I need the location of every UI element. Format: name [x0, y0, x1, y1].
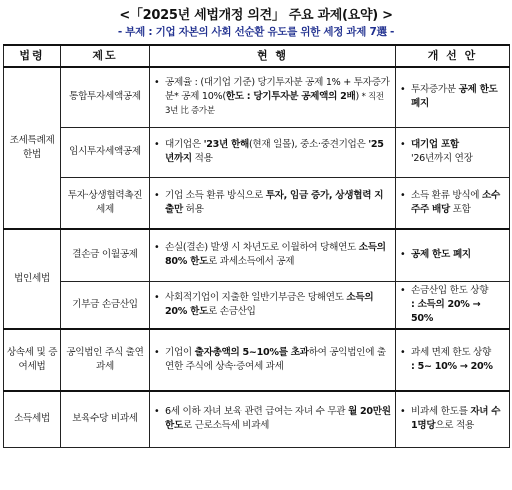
current-cell: • 공제율 : (대기업 기준) 당기투자분 공제 1% + 투자증가분* 공제 10%(한도 : 당기투자분 공제액의 2배) * 직전 3년 比 증가분 — [150, 67, 396, 127]
table-row — [4, 281, 510, 329]
header-law: 법령 — [4, 45, 61, 67]
header-system: 제도 — [61, 45, 150, 67]
header-improvement: 개 선 안 — [396, 45, 510, 67]
improvement-cell: • 공제 한도 폐지 — [396, 229, 510, 281]
improvement-cell: • 비과세 한도를 자녀 수 1명당으로 적용 — [396, 391, 510, 447]
law-cell: 소득세법 — [4, 391, 61, 447]
improvement-cell: • 손금산입 한도 상향 : 소득의 20% → 50% — [396, 281, 510, 329]
document-title: <「2025년 세법개정 의견」 주요 과제(요약) > — [119, 8, 393, 23]
system-cell: 기부금 손금산입 — [61, 281, 150, 329]
system-cell: 보육수당 비과세 — [61, 391, 150, 447]
improvement-cell: • 대기업 포함 '26년까지 연장 — [396, 127, 510, 177]
table-row — [4, 127, 510, 177]
system-cell: 통합투자세액공제 — [61, 67, 150, 127]
document-subtitle: - 부제 : 기업 자본의 사회 선순환 유도를 위한 세정 과제 7選 - — [117, 26, 395, 38]
improvement-cell: • 투자증가분 공제 한도 폐지 — [396, 67, 510, 127]
system-cell: 투자·상생협력촉진세제 — [61, 177, 150, 229]
table-row — [4, 177, 510, 229]
table-header-row — [4, 45, 510, 67]
current-cell: • 손실(결손) 발생 시 차년도로 이월하여 당해연도 소득의 80% 한도로 과세소득에서 공제 — [150, 229, 396, 281]
improvement-cell: • 소득 환류 방식에 소수 주주 배당 포함 — [396, 177, 510, 229]
bullet-mark: • — [400, 84, 406, 96]
bullet-mark: • — [154, 77, 160, 89]
improvement-cell: • 과세 면제 한도 상향 : 5~ 10% → 20% — [396, 329, 510, 391]
table-row — [4, 67, 510, 127]
system-cell: 결손금 이월공제 — [61, 229, 150, 281]
current-cell: • 6세 이하 자녀 보육 관련 급여는 자녀 수 무관 월 20만원 한도로 근로소득세 비과세 — [150, 391, 396, 447]
current-cell: • 대기업은 '23년 한해(현재 일몰), 중소·중견기업은 '25년까지 적용 — [150, 127, 396, 177]
current-cell: • 사회적기업이 지출한 일반기부금은 당해연도 소득의 20% 한도로 손금산입 — [150, 281, 396, 329]
table-row — [4, 391, 510, 447]
law-cell: 법인세법 — [4, 229, 61, 329]
table-row — [4, 329, 510, 391]
law-cell: 상속세 및 증여세법 — [4, 329, 61, 391]
header-current: 현 행 — [150, 45, 396, 67]
tax-reform-table — [3, 44, 510, 448]
system-cell: 임시투자세액공제 — [61, 127, 150, 177]
table-row — [4, 229, 510, 281]
current-cell: • 기업 소득 환류 방식으로 투자, 임금 증가, 상생협력 지출만 허용 — [150, 177, 396, 229]
current-cell: • 기업이 출자총액의 5~10%를 초과하여 공익법인에 출연한 주식에 상속·증여세 과세 — [150, 329, 396, 391]
system-cell: 공익법인 주식 출연 과세 — [61, 329, 150, 391]
law-cell: 조세특례제한법 — [4, 67, 61, 229]
